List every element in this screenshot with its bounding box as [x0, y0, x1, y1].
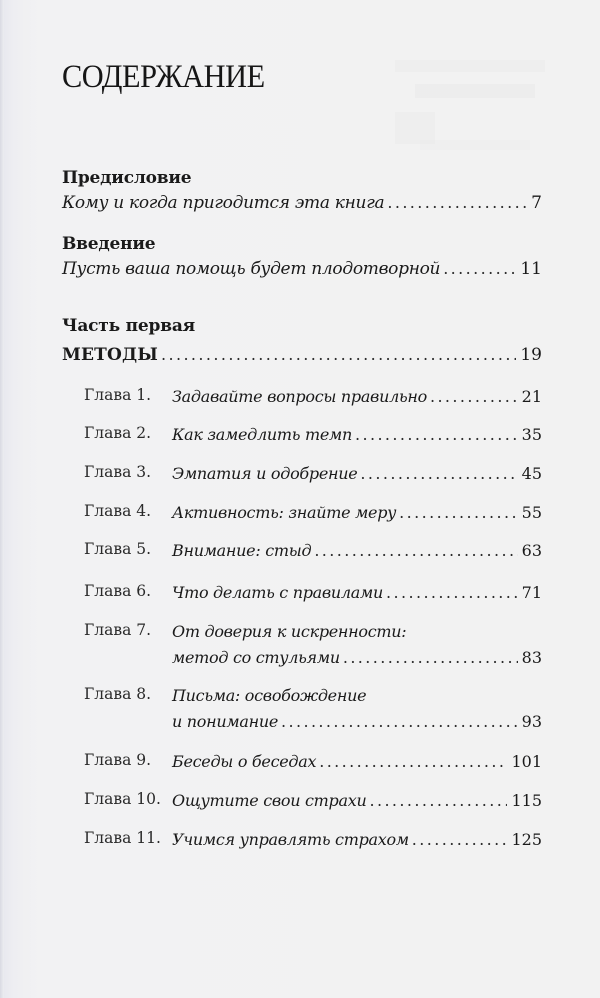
chapter-title-row — [172, 424, 542, 446]
chapter-title: Внимание: стыд — [172, 541, 312, 560]
dot-leader — [314, 540, 517, 562]
entry-title: Кому и когда пригодится эта книга — [62, 193, 385, 213]
page-number: 93 — [521, 712, 542, 731]
page-number: 21 — [521, 387, 542, 406]
dot-leader — [161, 344, 516, 366]
chapter-label: Глава 2. — [84, 424, 152, 442]
section-heading-introduction: Введение — [62, 234, 156, 254]
dot-leader — [387, 192, 527, 214]
chapter-title: Что делать с правилами — [172, 583, 384, 602]
chapter-title-line-1: От доверия к искренности: — [172, 622, 407, 641]
chapter-title: Как замедлить темп — [172, 425, 352, 444]
toc-entry-preface[interactable] — [62, 192, 542, 214]
page-number: 71 — [521, 583, 542, 602]
chapter-title-row — [172, 386, 542, 408]
chapter-title: Задавайте вопросы правильно — [172, 387, 427, 406]
page-number: 55 — [521, 503, 542, 522]
page-number: 115 — [511, 791, 542, 810]
entry-title: Пусть ваша помощь будет плодотворной — [62, 259, 441, 279]
page-number: 11 — [520, 259, 542, 279]
chapter-title-row — [172, 540, 542, 562]
chapter-title-row — [172, 502, 542, 524]
page-number: 63 — [521, 541, 542, 560]
toc-entry-part-one[interactable] — [62, 344, 542, 366]
dot-leader — [369, 790, 507, 812]
show-through-block — [415, 84, 535, 98]
chapter-title-row — [172, 790, 542, 812]
chapter-label: Глава 10. — [84, 790, 161, 808]
chapter-label: Глава 3. — [84, 463, 152, 481]
chapter-label: Глава 1. — [84, 386, 152, 404]
chapter-label: Глава 4. — [84, 502, 152, 520]
show-through-block — [395, 112, 435, 144]
dot-leader — [360, 463, 517, 485]
chapter-label: Глава 5. — [84, 540, 152, 558]
toc-entry-introduction[interactable] — [62, 258, 542, 280]
dot-leader — [399, 502, 517, 524]
dot-leader — [443, 258, 516, 280]
toc-heading: СОДЕРЖАНИЕ — [62, 59, 265, 95]
chapter-label: Глава 8. — [84, 685, 152, 703]
part-label: Часть первая — [62, 316, 196, 336]
chapter-title: метод со стульями — [172, 648, 340, 667]
chapter-label: Глава 11. — [84, 829, 161, 847]
show-through-block — [420, 140, 530, 150]
chapter-title-row — [172, 463, 542, 485]
page-number: 35 — [521, 425, 542, 444]
chapter-title: Активность: знайте меру — [172, 503, 397, 522]
chapter-title-row — [172, 829, 542, 851]
dot-leader — [386, 582, 518, 604]
chapter-label: Глава 6. — [84, 582, 152, 600]
dot-leader — [343, 647, 518, 669]
chapter-title-row — [172, 647, 542, 669]
chapter-title-line-1: Письма: освобождение — [172, 686, 367, 705]
page-number: 83 — [521, 648, 542, 667]
page-gutter-edge — [0, 0, 4, 998]
section-heading-preface: Предисловие — [62, 168, 192, 188]
chapter-title-row — [172, 711, 542, 733]
dot-leader — [281, 711, 518, 733]
page-number: 7 — [531, 193, 542, 213]
chapter-title: Беседы о беседах — [172, 752, 317, 771]
chapter-title-row — [172, 751, 542, 773]
part-title: МЕТОДЫ — [62, 345, 158, 365]
chapter-title: Ощутите свои страхи — [172, 791, 367, 810]
page-number: 125 — [511, 830, 542, 849]
page-number: 45 — [521, 464, 542, 483]
chapter-title: и понимание — [172, 712, 278, 731]
dot-leader — [319, 751, 507, 773]
chapter-label: Глава 9. — [84, 751, 152, 769]
chapter-title-row — [172, 582, 542, 604]
page-number: 101 — [511, 752, 542, 771]
dot-leader — [355, 424, 518, 446]
show-through-block — [395, 60, 545, 72]
dot-leader — [430, 386, 518, 408]
page-number: 19 — [520, 345, 542, 365]
dot-leader — [412, 829, 508, 851]
chapter-label: Глава 7. — [84, 621, 152, 639]
chapter-title: Эмпатия и одобрение — [172, 464, 358, 483]
chapter-title: Учимся управлять страхом — [172, 830, 409, 849]
